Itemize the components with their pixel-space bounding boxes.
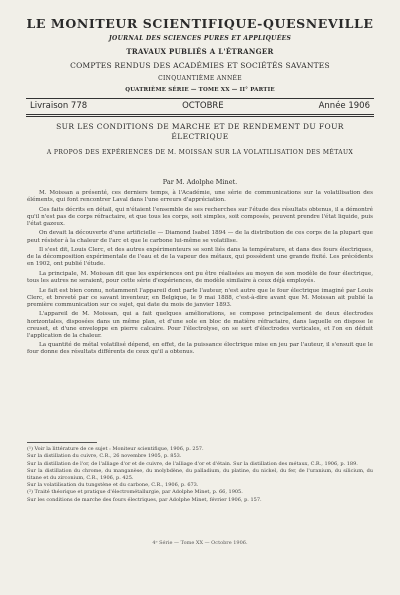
footnote-rule: [27, 442, 97, 443]
footnote: Sur les conditions de marche des fours électriques, par Adolphe Minet, février 1906, p. 157.: [27, 496, 262, 503]
article-body: [27, 190, 373, 359]
page-footer: 4ᵉ Série — Tome XX — Octobre 1906.: [152, 540, 248, 546]
footnote: (¹) Voir la littérature de ce sujet : Moniteur scientifique, 1906, p. 257.: [27, 446, 204, 452]
body-paragraph: La quantité de métal volatilisé dépend, en effet, de la puissance électrique mise en jeu par l'auteur, il s'ensuit que le four donne des résultats différents de ceux qu'il a obtenus.: [27, 342, 373, 356]
header-rule-bottom: [26, 114, 374, 115]
issue-row: [30, 101, 370, 111]
footnote: Sur la volatilisation du tungstène et du carbone, C.R., 1906, p. 673.: [27, 482, 199, 489]
issue-number: Livraison 778: [30, 101, 88, 111]
footnote: Sur la distillation du cuivre, C.R., 26 novembre 1905, p. 853.: [27, 453, 182, 460]
issue-month: OCTOBRE: [182, 101, 224, 111]
journal-title: LE MONITEUR SCIENTIFIQUE-QUESNEVILLE: [26, 16, 374, 31]
journal-year-line: CINQUANTIÈME ANNÉE: [158, 75, 242, 82]
header-rule-bottom-double: [26, 116, 374, 117]
journal-subtitle: JOURNAL DES SCIENCES PURES ET APPLIQUÉES: [108, 35, 292, 42]
body-paragraph: Ces faits décrits en détail, qui n'étaient l'ensemble de ses recherches sur l'étude des résultats obtenus, il a démontré qu'il n'est pas de corps réfractaire, et que tous les corps, soit simples, soit composés, peuvent prendre l'état liquide, puis l'état gazeux.: [27, 206, 373, 227]
header-rule-top: [26, 98, 374, 99]
footnotes: [27, 446, 373, 504]
body-paragraph: M. Moissan a présenté, ces derniers temps, à l'Académie, une série de communications sur la volatilisation des éléments, qui font rencontrer Laval dans l'une erreurs d'appréciation.: [27, 190, 373, 204]
article-subtitle: A PROPOS DES EXPÉRIENCES DE M. MOISSAN SUR LA VOLATILISATION DES MÉTAUX: [46, 149, 354, 156]
body-paragraph: On devait la découverte d'une artificielle — Diamond Isabel 1894 — de la distribution de ces corps de la plupart que peut résister à la chaleur de l'arc et que le carbone lui-même se volatilise.: [27, 230, 373, 244]
body-paragraph: Le fait est bien connu, notamment l'appareil dont parle l'auteur, n'est autre que le four électrique imaginé par Louis Clerc, et breveté par ce savant inventeur, en Belgique, le 9 mai 1888, c'est-à-dire avant que M. Moissan ait publié la première communication sur ce sujet, qui date du mois de janvier 1893.: [27, 287, 373, 308]
journal-reports-line: COMPTES RENDUS DES ACADÉMIES ET SOCIÉTÉS SAVANTES: [70, 61, 330, 70]
body-paragraph: Il s'est dit, Louis Clerc, et des autres expérimenteurs se sont liés dans la température, et dans des fours électriques, de la décomposition expérimentale de l'eau et de la vapeur des métaux, qui possèdent une grande fixité. Les précédents en 1902, ont publié l'étude.: [27, 247, 373, 268]
footnote: (²) Traité théorique et pratique d'électrométallurgie, par Adolphe Minet, p. 66, 1905.: [27, 489, 243, 496]
article-title: SUR LES CONDITIONS DE MARCHE ET DE RENDEMENT DU FOUR ÉLECTRIQUE: [56, 122, 344, 141]
issue-year: Année 1906: [318, 101, 370, 111]
footnote: Sur la distillation de l'or, de l'alliage d'or et de cuivre, de l'alliage d'or et d'étain. Sur la distillation des métaux, C.R., 1906, p. 189.: [27, 460, 358, 467]
body-paragraph: La principale, M. Moissan dit que les expériences ont pu être réalisées au moyen de son modèle de four électrique, tous les autres ne seraient, pour cette série d'expériences, de modèle similaire à ceux déjà employés.: [27, 270, 373, 285]
journal-series-line: QUATRIÈME SÉRIE — TOME XX — II° PARTIE: [125, 87, 275, 93]
footnote: Sur la distillation du chrome, du manganèse, du molybdène, du palladium, du platine, du nickel, du fer, de l'uranium, du silicium, du titane et du zirconium, C.R., 1906, p. 425.: [27, 468, 373, 481]
body-paragraph: L'appareil de M. Moissan, qui a fait quelques améliorations, se compose principalement de deux électrodes horizontales, disposées dans un même plan, et d'une sole en bloc de matière réfractaire, dans laquelle on dispose le creuset, et d'une enveloppe en pierre calcaire. Pour l'électrolyse, on se sert d'électrodes verticales, et l'on en déduit l'application de la chaleur.: [27, 311, 373, 339]
article-author: Par M. Adolphe Minet.: [162, 178, 238, 186]
journal-works-line: TRAVAUX PUBLIÉS A L'ÉTRANGER: [126, 47, 274, 56]
